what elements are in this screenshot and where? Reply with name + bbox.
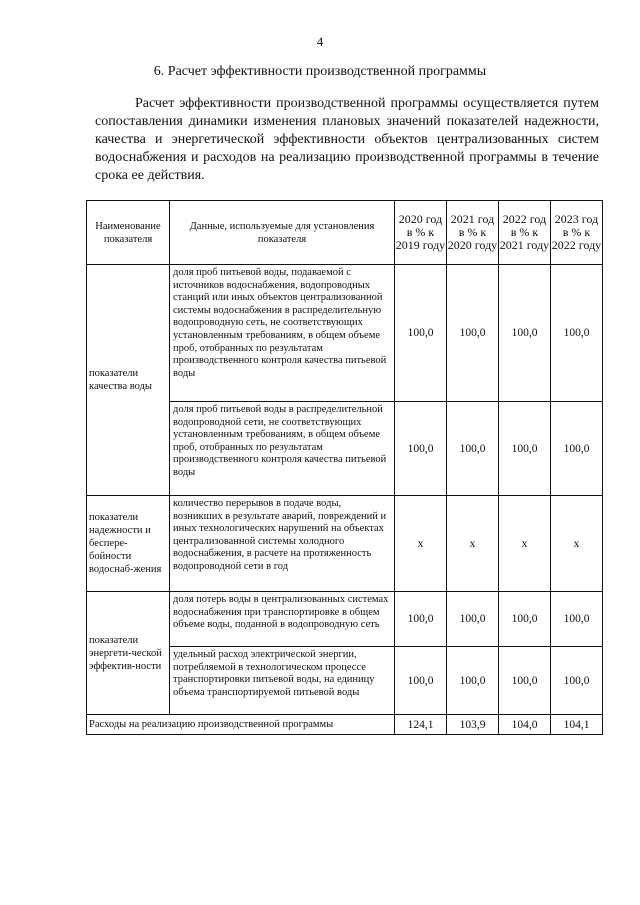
row-value: 100,0 (395, 647, 447, 715)
total-value: 124,1 (395, 715, 447, 735)
row-value: 100,0 (447, 402, 499, 496)
row-value: 100,0 (499, 265, 551, 402)
page-number: 4 (316, 34, 324, 49)
total-value: 104,0 (499, 715, 551, 735)
row-value: 100,0 (551, 265, 603, 402)
efficiency-table (86, 200, 603, 735)
table-row (87, 496, 603, 592)
row-value: 100,0 (447, 647, 499, 715)
row-value: 100,0 (395, 402, 447, 496)
row-value: х (395, 496, 447, 592)
intro-paragraph: Расчет эффективности производственной программы осуществляется путем сопоставления динамики изменения плановых значений показателей надежности, качества и энергетической эффективности объектов централизованных систем водоснабжения и расходов на реализацию производственной программы в течение срока ее действия. (95, 96, 599, 183)
table-row (87, 265, 603, 402)
category-reliability: показатели надежности и беспере-бойности водоснаб-жения (87, 496, 170, 592)
row-value: 100,0 (551, 647, 603, 715)
row-value: 100,0 (499, 592, 551, 647)
row-value: 100,0 (395, 592, 447, 647)
header-year-2023: 2023 год в % к 2022 году (551, 201, 603, 265)
table-header-row (87, 201, 603, 265)
section-title: 6. Расчет эффективности производственной программы (153, 64, 487, 79)
header-name: Наименование показателя (87, 201, 170, 265)
total-row (87, 715, 603, 735)
total-value: 103,9 (447, 715, 499, 735)
row-description: удельный расход электрической энергии, потребляемой в технологическом процессе транспортировки питьевой воды, на единицу объема транспортируемой питьевой воды (170, 647, 395, 715)
row-value: 100,0 (395, 265, 447, 402)
row-value: 100,0 (447, 265, 499, 402)
header-data: Данные, используемые для установления показателя (170, 201, 395, 265)
row-value: х (499, 496, 551, 592)
row-description: количество перерывов в подаче воды, возникших в результате аварий, повреждений и иных технологических нарушений на объектах централизованной системы холодного водоснабжения, в расчете на протяженность водопроводной сети в год (170, 496, 395, 592)
row-description: доля потерь воды в централизованных системах водоснабжения при транспортировке в общем объеме воды, поданной в водопроводную сеть (170, 592, 395, 647)
row-value: 100,0 (551, 402, 603, 496)
row-description: доля проб питьевой воды, подаваемой с источников водоснабжения, водопроводных станций или иных объектов централизованной системы водоснабжения в распределительную водопроводную сеть, не соответствующих установленным требованиям, в общем объеме проб, отобранных по результатам производственного контроля качества питьевой воды (170, 265, 395, 402)
row-value: х (447, 496, 499, 592)
category-energy-efficiency: показатели энергети-ческой эффектив-ности (87, 592, 170, 715)
header-year-2020: 2020 год в % к 2019 году (395, 201, 447, 265)
total-label: Расходы на реализацию производственной программы (87, 715, 395, 735)
header-year-2022: 2022 год в % к 2021 году (499, 201, 551, 265)
row-value: 100,0 (551, 592, 603, 647)
header-year-2021: 2021 год в % к 2020 году (447, 201, 499, 265)
row-value: 100,0 (499, 402, 551, 496)
table-row (87, 592, 603, 647)
row-value: 100,0 (499, 647, 551, 715)
total-value: 104,1 (551, 715, 603, 735)
row-description: доля проб питьевой воды в распределительной водопроводной сети, не соответствующих установленным требованиям, в общем объеме проб, отобранных по результатам производственного контроля качества питьевой воды (170, 402, 395, 496)
category-water-quality: показатели качества воды (87, 265, 170, 496)
row-value: 100,0 (447, 592, 499, 647)
row-value: х (551, 496, 603, 592)
